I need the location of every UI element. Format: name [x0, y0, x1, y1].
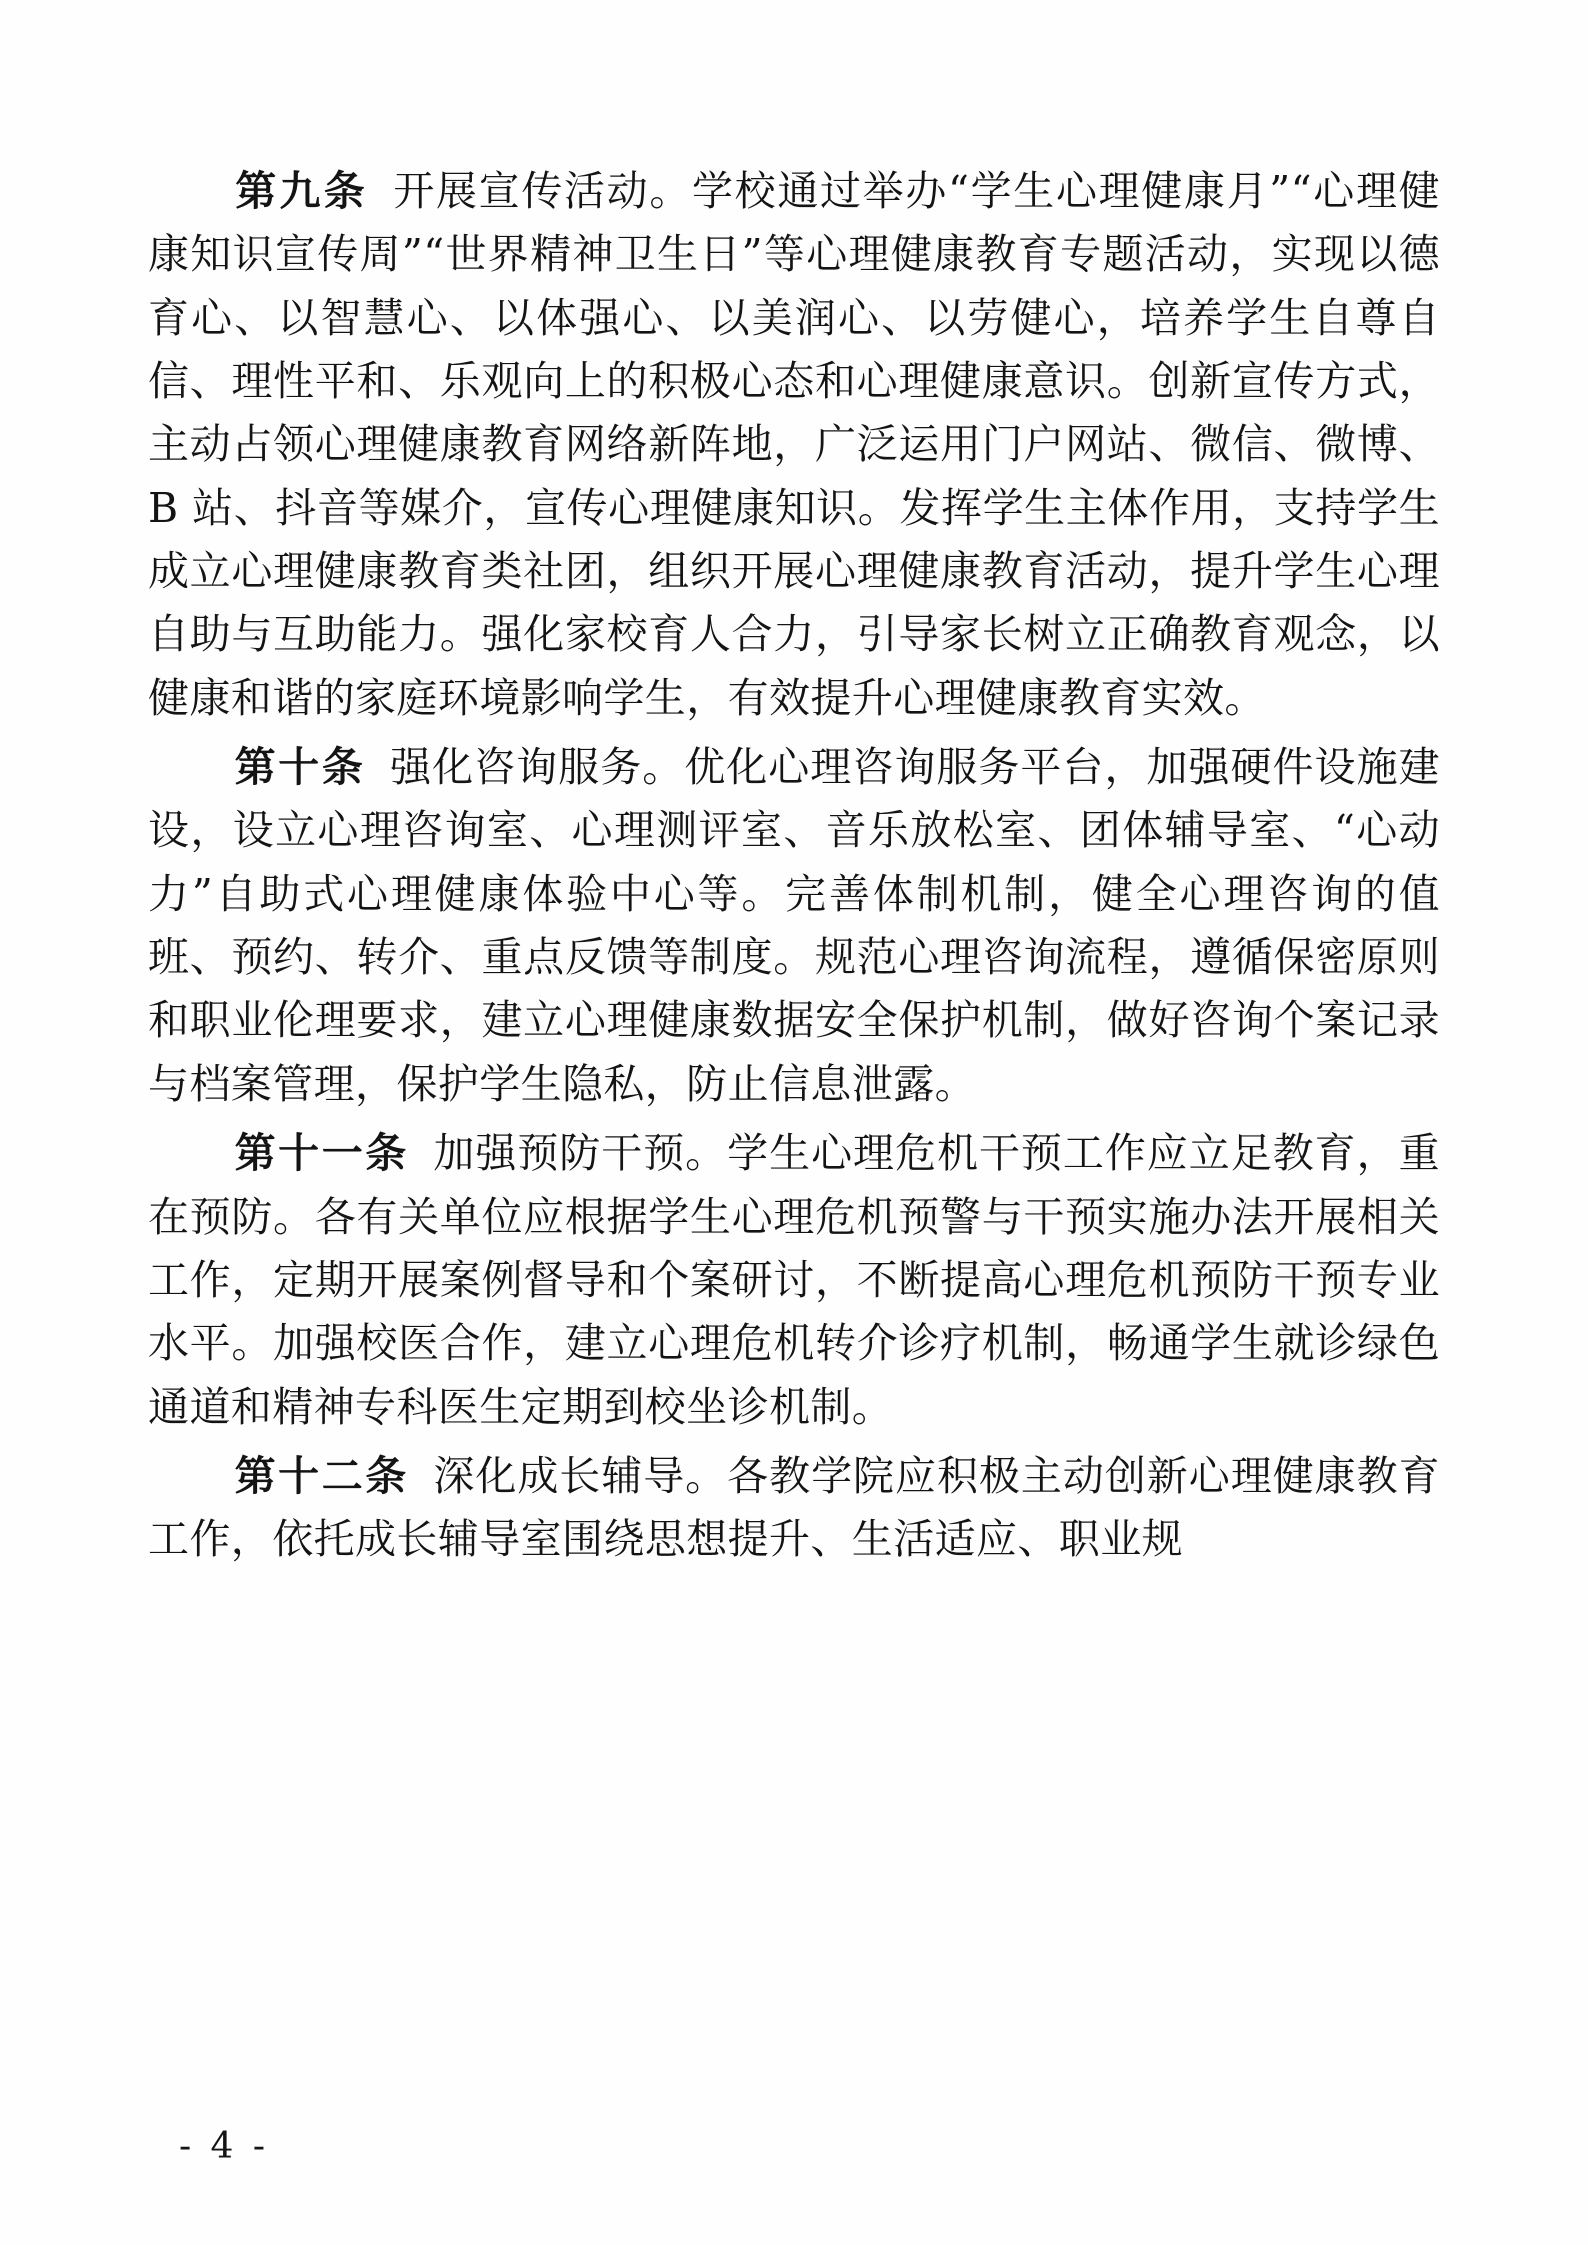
paragraph-article-12	[148, 1445, 1440, 1572]
document-body	[148, 160, 1440, 1572]
page-footer	[0, 2126, 1588, 2167]
article-label: 第十一条	[234, 1129, 409, 1178]
paragraph-text: 开展宣传活动。学校通过举办“学生心理健康月”“心理健康知识宣传周”“世界精神卫生日”等心理健康教育专题活动，实现以德育心、以智慧心、以体强心、以美润心、以劳健心，培养学生自尊自信、理性平和、乐观向上的积极心态和心理健康意识。创新宣传方式，主动占领心理健康教育网络新阵地，广泛运用门户网站、微信、微博、B 站、抖音等媒介，宣传心理健康知识。发挥学生主体作用，支持学生成立心理健康教育类社团，组织开展心理健康教育活动，提升学生心理自助与互助能力。强化家校育人合力，引导家长树立正确教育观念，以健康和谐的家庭环境影响学生，有效提升心理健康教育实效。	[148, 167, 1441, 722]
article-label: 第十条	[234, 743, 366, 792]
paragraph-text: 深化成长辅导。各教学院应积极主动创新心理健康教育工作，依托成长辅导室围绕思想提升、生活适应、职业规	[148, 1451, 1440, 1564]
paragraph-text: 加强预防干预。学生心理危机干预工作应立足教育，重在预防。各有关单位应根据学生心理危机预警与干预实施办法开展相关工作，定期开展案例督导和个案研讨，不断提高心理危机预防干预专业水平。加强校医合作，建立心理危机转介诊疗机制，畅通学生就诊绿色通道和精神专科医生定期到校坐诊机制。	[148, 1129, 1440, 1431]
paragraph-article-11	[148, 1122, 1440, 1439]
article-label: 第九条	[234, 167, 369, 215]
page-number: - 4 -	[178, 2126, 270, 2167]
paragraph-article-10	[148, 736, 1440, 1116]
paragraph-text: 强化咨询服务。优化心理咨询服务平台，加强硬件设施建设，设立心理咨询室、心理测评室、音乐放松室、团体辅导室、“心动力”自助式心理健康体验中心等。完善体制机制，健全心理咨询的值班、预约、转介、重点反馈等制度。规范心理咨询流程，遵循保密原则和职业伦理要求，建立心理健康数据安全保护机制，做好咨询个案记录与档案管理，保护学生隐私，防止信息泄露。	[148, 743, 1440, 1108]
article-label: 第十二条	[234, 1451, 409, 1500]
paragraph-article-9	[148, 160, 1440, 730]
